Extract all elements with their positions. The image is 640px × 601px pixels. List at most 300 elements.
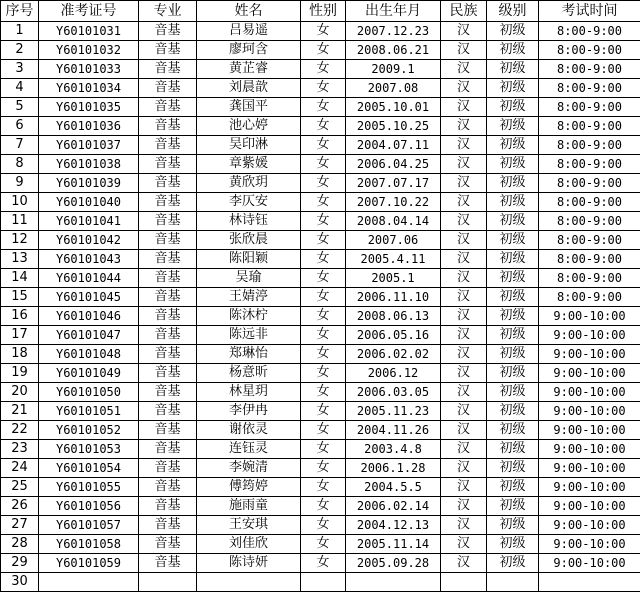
cell-index: 22 [1,421,39,440]
cell-major: 音基 [139,136,197,155]
cell-name: 杨意昕 [197,364,301,383]
cell-ethnicity: 汉 [441,60,487,79]
cell-name: 施雨童 [197,497,301,516]
cell-ethnicity: 汉 [441,41,487,60]
cell-gender: 女 [301,459,346,478]
cell-index: 28 [1,535,39,554]
cell-ethnicity: 汉 [441,478,487,497]
cell-gender: 女 [301,79,346,98]
cell-exam-time: 8:00-9:00 [539,155,640,174]
cell-gender: 女 [301,497,346,516]
cell-name: 陈诗妍 [197,554,301,573]
cell-gender: 女 [301,250,346,269]
cell-exam-id: Y60101055 [39,478,139,497]
cell-name: 谢依灵 [197,421,301,440]
cell-level: 初级 [487,497,539,516]
cell-gender: 女 [301,117,346,136]
cell-name: 陈阳颖 [197,250,301,269]
cell-index: 12 [1,231,39,250]
cell-exam-time: 9:00-10:00 [539,307,640,326]
cell-exam-time: 8:00-9:00 [539,117,640,136]
cell-major: 音基 [139,269,197,288]
cell-birth: 2005.4.11 [346,250,441,269]
table-row [1,193,640,212]
cell-exam-id: Y60101043 [39,250,139,269]
cell-gender: 女 [301,98,346,117]
cell-name: 王安琪 [197,516,301,535]
cell-birth: 2004.11.26 [346,421,441,440]
cell-level: 初级 [487,250,539,269]
cell-birth: 2005.1 [346,269,441,288]
cell-exam-time: 8:00-9:00 [539,250,640,269]
cell-name: 李仄安 [197,193,301,212]
cell-level: 初级 [487,459,539,478]
cell-major: 音基 [139,212,197,231]
cell-gender: 女 [301,421,346,440]
cell-name: 黄芷睿 [197,60,301,79]
cell-exam-id: Y60101045 [39,288,139,307]
cell-ethnicity: 汉 [441,421,487,440]
cell-exam-time: 8:00-9:00 [539,60,640,79]
cell-name: 龚国平 [197,98,301,117]
cell-name: 张欣晨 [197,231,301,250]
cell-gender: 女 [301,193,346,212]
cell-level: 初级 [487,136,539,155]
table-row [1,497,640,516]
cell-exam-time: 9:00-10:00 [539,478,640,497]
cell-ethnicity: 汉 [441,440,487,459]
cell-index: 10 [1,193,39,212]
cell-level: 初级 [487,22,539,41]
cell-major: 音基 [139,41,197,60]
cell-index: 3 [1,60,39,79]
cell-major: 音基 [139,60,197,79]
cell-birth: 2005.09.28 [346,554,441,573]
cell-ethnicity: 汉 [441,459,487,478]
cell-level: 初级 [487,535,539,554]
cell-level: 初级 [487,364,539,383]
cell-index: 17 [1,326,39,345]
cell-exam-id: Y60101056 [39,497,139,516]
cell-exam-time: 8:00-9:00 [539,174,640,193]
cell-ethnicity: 汉 [441,383,487,402]
cell-birth: 2006.1.28 [346,459,441,478]
table-row [1,535,640,554]
cell-birth: 2006.11.10 [346,288,441,307]
table-row [1,554,640,573]
cell-birth [346,573,441,592]
cell-name: 林星玥 [197,383,301,402]
cell-exam-id [39,573,139,592]
cell-name: 李婉清 [197,459,301,478]
cell-exam-time: 8:00-9:00 [539,98,640,117]
cell-exam-id: Y60101054 [39,459,139,478]
cell-ethnicity: 汉 [441,307,487,326]
cell-index: 2 [1,41,39,60]
cell-major: 音基 [139,516,197,535]
cell-major: 音基 [139,345,197,364]
cell-level [487,573,539,592]
cell-exam-time [539,573,640,592]
table-row [1,41,640,60]
cell-name: 傅筠婷 [197,478,301,497]
table-row [1,402,640,421]
cell-level: 初级 [487,288,539,307]
cell-name: 黄欣玥 [197,174,301,193]
table-row [1,440,640,459]
cell-exam-id: Y60101057 [39,516,139,535]
cell-exam-time: 8:00-9:00 [539,193,640,212]
cell-exam-time: 9:00-10:00 [539,535,640,554]
table-row [1,212,640,231]
cell-birth: 2005.11.23 [346,402,441,421]
header-major: 专业 [139,1,197,22]
cell-ethnicity: 汉 [441,364,487,383]
cell-index: 15 [1,288,39,307]
cell-birth: 2009.1 [346,60,441,79]
cell-level: 初级 [487,383,539,402]
cell-exam-time: 8:00-9:00 [539,79,640,98]
cell-index: 13 [1,250,39,269]
cell-index: 4 [1,79,39,98]
cell-gender: 女 [301,345,346,364]
table-row [1,383,640,402]
cell-name: 林诗钰 [197,212,301,231]
cell-major: 音基 [139,307,197,326]
cell-birth: 2006.12 [346,364,441,383]
table-row [1,364,640,383]
cell-gender: 女 [301,212,346,231]
cell-level: 初级 [487,155,539,174]
cell-index: 1 [1,22,39,41]
cell-level: 初级 [487,421,539,440]
cell-exam-time: 9:00-10:00 [539,345,640,364]
cell-birth: 2003.4.8 [346,440,441,459]
cell-level: 初级 [487,231,539,250]
cell-major: 音基 [139,174,197,193]
cell-exam-time: 9:00-10:00 [539,516,640,535]
cell-exam-time: 9:00-10:00 [539,326,640,345]
cell-birth: 2004.5.5 [346,478,441,497]
table-row [1,326,640,345]
header-ethnicity: 民族 [441,1,487,22]
cell-level: 初级 [487,174,539,193]
table-row [1,22,640,41]
cell-exam-time: 8:00-9:00 [539,136,640,155]
cell-level: 初级 [487,326,539,345]
cell-level: 初级 [487,440,539,459]
cell-name: 廖珂含 [197,41,301,60]
cell-gender: 女 [301,231,346,250]
cell-exam-time: 8:00-9:00 [539,231,640,250]
cell-major: 音基 [139,554,197,573]
cell-birth: 2008.06.13 [346,307,441,326]
cell-exam-time: 9:00-10:00 [539,402,640,421]
cell-major: 音基 [139,155,197,174]
cell-exam-time: 9:00-10:00 [539,554,640,573]
cell-ethnicity: 汉 [441,193,487,212]
cell-index: 19 [1,364,39,383]
cell-gender: 女 [301,307,346,326]
cell-ethnicity: 汉 [441,212,487,231]
cell-name: 陈远非 [197,326,301,345]
table-row [1,345,640,364]
cell-name: 池心婷 [197,117,301,136]
cell-exam-id: Y60101052 [39,421,139,440]
table-row [1,98,640,117]
header-level: 级别 [487,1,539,22]
cell-major: 音基 [139,497,197,516]
cell-major: 音基 [139,421,197,440]
cell-ethnicity: 汉 [441,535,487,554]
table-body [1,22,640,592]
cell-major [139,573,197,592]
cell-gender [301,573,346,592]
cell-name: 郑琳怡 [197,345,301,364]
table-row [1,421,640,440]
cell-ethnicity: 汉 [441,345,487,364]
cell-exam-id: Y60101033 [39,60,139,79]
cell-index: 29 [1,554,39,573]
cell-major: 音基 [139,193,197,212]
cell-birth: 2007.06 [346,231,441,250]
cell-level: 初级 [487,79,539,98]
header-index: 序号 [1,1,39,22]
cell-birth: 2007.08 [346,79,441,98]
cell-exam-id: Y60101037 [39,136,139,155]
cell-gender: 女 [301,136,346,155]
cell-name [197,573,301,592]
cell-birth: 2008.04.14 [346,212,441,231]
table-row [1,155,640,174]
cell-level: 初级 [487,212,539,231]
cell-ethnicity: 汉 [441,174,487,193]
cell-major: 音基 [139,250,197,269]
cell-ethnicity: 汉 [441,117,487,136]
cell-exam-id: Y60101042 [39,231,139,250]
cell-name: 王婧渟 [197,288,301,307]
cell-ethnicity: 汉 [441,516,487,535]
cell-ethnicity: 汉 [441,288,487,307]
cell-birth: 2004.07.11 [346,136,441,155]
table-row [1,231,640,250]
cell-name: 吕易遥 [197,22,301,41]
cell-birth: 2005.10.25 [346,117,441,136]
cell-exam-time: 8:00-9:00 [539,288,640,307]
cell-exam-id: Y60101051 [39,402,139,421]
cell-index: 21 [1,402,39,421]
table-row [1,174,640,193]
cell-ethnicity [441,573,487,592]
cell-gender: 女 [301,478,346,497]
cell-major: 音基 [139,288,197,307]
cell-level: 初级 [487,193,539,212]
cell-ethnicity: 汉 [441,497,487,516]
cell-birth: 2006.02.14 [346,497,441,516]
cell-gender: 女 [301,60,346,79]
cell-name: 章紫媛 [197,155,301,174]
cell-index: 30 [1,573,39,592]
cell-exam-id: Y60101048 [39,345,139,364]
cell-gender: 女 [301,402,346,421]
cell-major: 音基 [139,231,197,250]
cell-exam-id: Y60101035 [39,98,139,117]
cell-major: 音基 [139,478,197,497]
cell-exam-id: Y60101059 [39,554,139,573]
cell-gender: 女 [301,383,346,402]
cell-exam-id: Y60101049 [39,364,139,383]
cell-gender: 女 [301,288,346,307]
header-name: 姓名 [197,1,301,22]
cell-exam-time: 9:00-10:00 [539,421,640,440]
table-row [1,516,640,535]
table-row [1,269,640,288]
cell-ethnicity: 汉 [441,326,487,345]
header-exam-id: 准考证号 [39,1,139,22]
cell-index: 26 [1,497,39,516]
cell-index: 20 [1,383,39,402]
table-row [1,79,640,98]
cell-exam-id: Y60101039 [39,174,139,193]
cell-index: 25 [1,478,39,497]
cell-gender: 女 [301,41,346,60]
table-row [1,136,640,155]
cell-exam-time: 8:00-9:00 [539,212,640,231]
cell-gender: 女 [301,364,346,383]
cell-name: 刘佳欣 [197,535,301,554]
cell-name: 连钰灵 [197,440,301,459]
cell-gender: 女 [301,516,346,535]
cell-major: 音基 [139,117,197,136]
cell-exam-id: Y60101040 [39,193,139,212]
cell-major: 音基 [139,79,197,98]
cell-major: 音基 [139,535,197,554]
cell-index: 9 [1,174,39,193]
cell-level: 初级 [487,554,539,573]
cell-gender: 女 [301,269,346,288]
cell-ethnicity: 汉 [441,22,487,41]
cell-exam-time: 9:00-10:00 [539,459,640,478]
cell-exam-time: 8:00-9:00 [539,269,640,288]
cell-exam-id: Y60101046 [39,307,139,326]
cell-index: 7 [1,136,39,155]
cell-index: 18 [1,345,39,364]
cell-index: 24 [1,459,39,478]
cell-exam-id: Y60101044 [39,269,139,288]
cell-birth: 2007.12.23 [346,22,441,41]
cell-exam-time: 9:00-10:00 [539,383,640,402]
cell-ethnicity: 汉 [441,136,487,155]
cell-birth: 2005.10.01 [346,98,441,117]
cell-name: 吴瑜 [197,269,301,288]
cell-index: 14 [1,269,39,288]
cell-level: 初级 [487,98,539,117]
cell-exam-id: Y60101050 [39,383,139,402]
cell-birth: 2006.02.02 [346,345,441,364]
cell-gender: 女 [301,554,346,573]
table-row [1,459,640,478]
cell-exam-id: Y60101034 [39,79,139,98]
cell-major: 音基 [139,402,197,421]
cell-exam-time: 9:00-10:00 [539,364,640,383]
header-gender: 性别 [301,1,346,22]
cell-birth: 2006.03.05 [346,383,441,402]
table-row [1,478,640,497]
cell-major: 音基 [139,364,197,383]
cell-exam-id: Y60101058 [39,535,139,554]
cell-gender: 女 [301,155,346,174]
cell-index: 23 [1,440,39,459]
cell-name: 陈沐柠 [197,307,301,326]
cell-level: 初级 [487,516,539,535]
cell-gender: 女 [301,440,346,459]
cell-major: 音基 [139,22,197,41]
cell-ethnicity: 汉 [441,98,487,117]
cell-name: 刘晨歆 [197,79,301,98]
cell-birth: 2005.11.14 [346,535,441,554]
cell-major: 音基 [139,383,197,402]
cell-birth: 2004.12.13 [346,516,441,535]
cell-birth: 2007.10.22 [346,193,441,212]
table-row [1,60,640,79]
cell-exam-id: Y60101038 [39,155,139,174]
cell-gender: 女 [301,326,346,345]
cell-gender: 女 [301,535,346,554]
cell-gender: 女 [301,22,346,41]
table-header-row [1,1,640,22]
table-row [1,117,640,136]
cell-major: 音基 [139,459,197,478]
header-exam-time: 考试时间 [539,1,640,22]
cell-exam-id: Y60101041 [39,212,139,231]
cell-level: 初级 [487,345,539,364]
cell-name: 吴印淋 [197,136,301,155]
cell-exam-time: 9:00-10:00 [539,440,640,459]
cell-level: 初级 [487,478,539,497]
cell-exam-id: Y60101032 [39,41,139,60]
cell-exam-time: 9:00-10:00 [539,497,640,516]
cell-exam-id: Y60101031 [39,22,139,41]
cell-exam-id: Y60101047 [39,326,139,345]
cell-exam-id: Y60101053 [39,440,139,459]
table-row [1,307,640,326]
cell-index: 11 [1,212,39,231]
cell-gender: 女 [301,174,346,193]
table-row [1,573,640,592]
cell-index: 5 [1,98,39,117]
cell-name: 李伊冉 [197,402,301,421]
header-birth: 出生年月 [346,1,441,22]
cell-level: 初级 [487,117,539,136]
cell-birth: 2008.06.21 [346,41,441,60]
cell-level: 初级 [487,402,539,421]
table-row [1,288,640,307]
cell-major: 音基 [139,326,197,345]
cell-birth: 2006.05.16 [346,326,441,345]
cell-exam-id: Y60101036 [39,117,139,136]
cell-ethnicity: 汉 [441,79,487,98]
cell-level: 初级 [487,307,539,326]
cell-ethnicity: 汉 [441,402,487,421]
cell-ethnicity: 汉 [441,269,487,288]
cell-ethnicity: 汉 [441,155,487,174]
cell-index: 27 [1,516,39,535]
cell-level: 初级 [487,269,539,288]
cell-birth: 2007.07.17 [346,174,441,193]
cell-ethnicity: 汉 [441,554,487,573]
cell-level: 初级 [487,41,539,60]
cell-ethnicity: 汉 [441,231,487,250]
